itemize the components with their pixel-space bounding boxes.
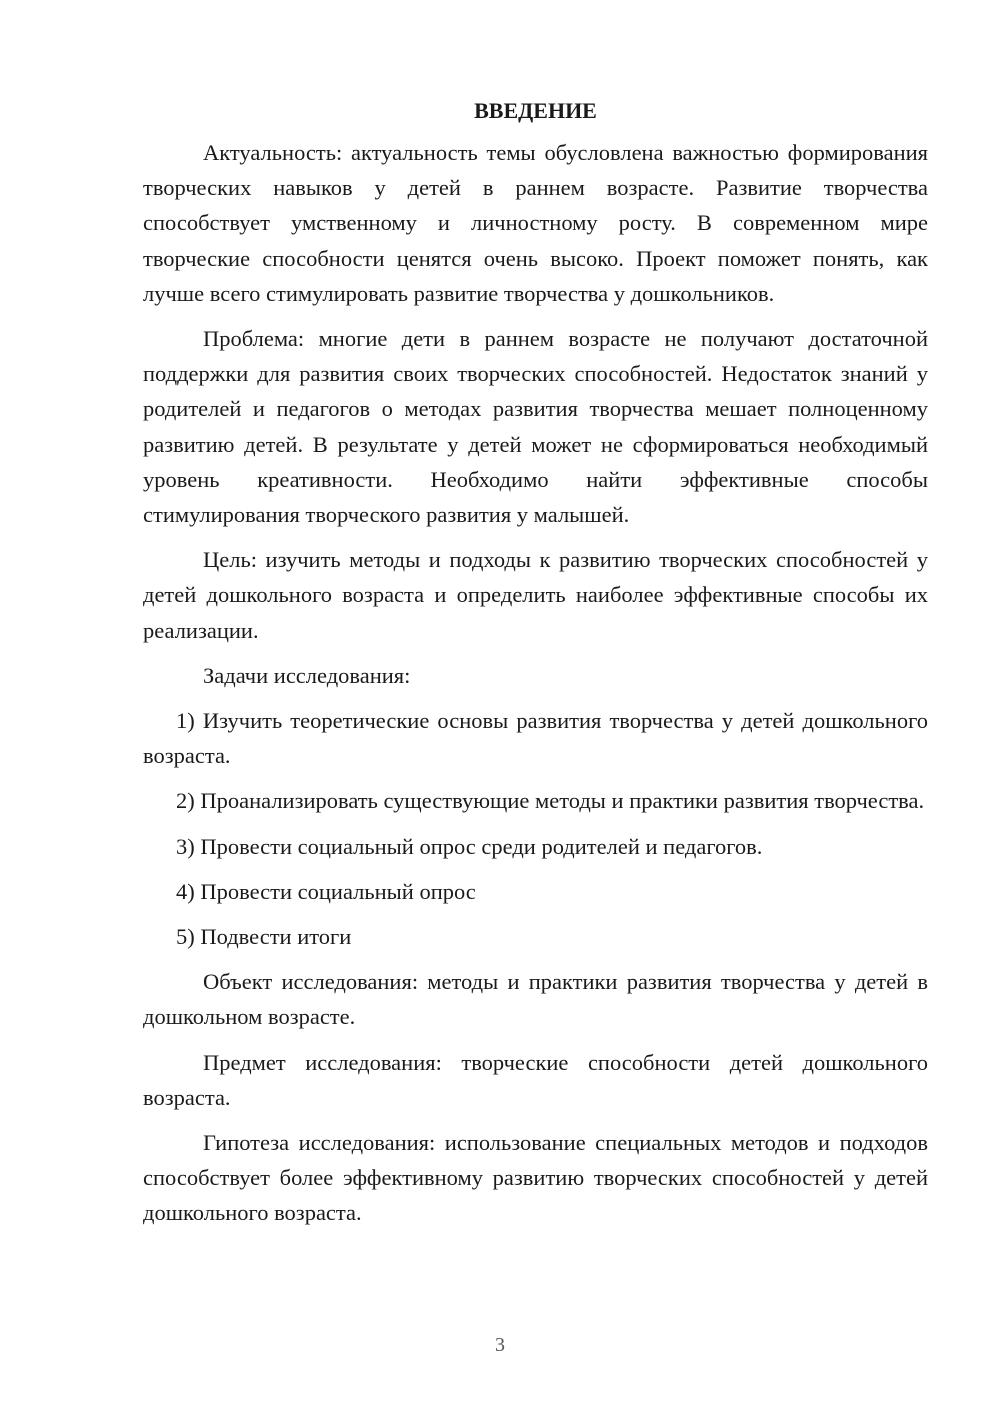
task-item-4: 4) Провести социальный опрос (176, 878, 476, 904)
subject-paragraph: Предмет исследования: творческие способности детей дошкольного возраста. (143, 1049, 928, 1110)
goal-paragraph: Цель: изучить методы и подходы к развитию творческих способностей у детей дошкольного возраста и определить наиболее эффективные способы их реализации. (143, 547, 928, 643)
hypothesis-paragraph: Гипотеза исследования: использование специальных методов и подходов способствует более эффективному развитию творческих способностей у детей дошкольного возраста. (143, 1130, 928, 1226)
document-page (143, 94, 928, 1241)
task-item-5: 5) Подвести итоги (176, 924, 352, 950)
problem-paragraph: Проблема: многие дети в раннем возрасте не получают достаточной поддержки для развития своих творческих способностей. Недостаток знаний у родителей и педагогов о методах развития творчества мешает полноценному развитию детей. В результате у детей может не сформироваться необходимый уровень креативности. Необходимо найти эффективные способы стимулирования творческого развития у малышей. (143, 326, 928, 528)
task-item-2: 2) Проанализировать существующие методы и практики развития творчества. (176, 788, 925, 814)
task-item-1: 1) Изучить теоретические основы развития творчества у детей дошкольного возраста. (143, 708, 928, 769)
relevance-paragraph: Актуальность: актуальность темы обусловлена важностью формирования творческих навыков у детей в раннем возрасте. Развитие творчества способствует умственному и личностному росту. В современном мире творческие способности ценятся очень высоко. Проект поможет понять, как лучше всего стимулировать развитие творчества у дошкольников. (143, 140, 928, 306)
object-paragraph: Объект исследования: методы и практики развития творчества у детей в дошкольном возрасте. (143, 969, 928, 1030)
tasks-title: Задачи исследования: (203, 662, 411, 688)
task-item-3: 3) Провести социальный опрос среди родителей и педагогов. (176, 833, 763, 859)
page-number: 3 (495, 1334, 505, 1356)
page-title: ВВЕДЕНИЕ (474, 98, 597, 123)
